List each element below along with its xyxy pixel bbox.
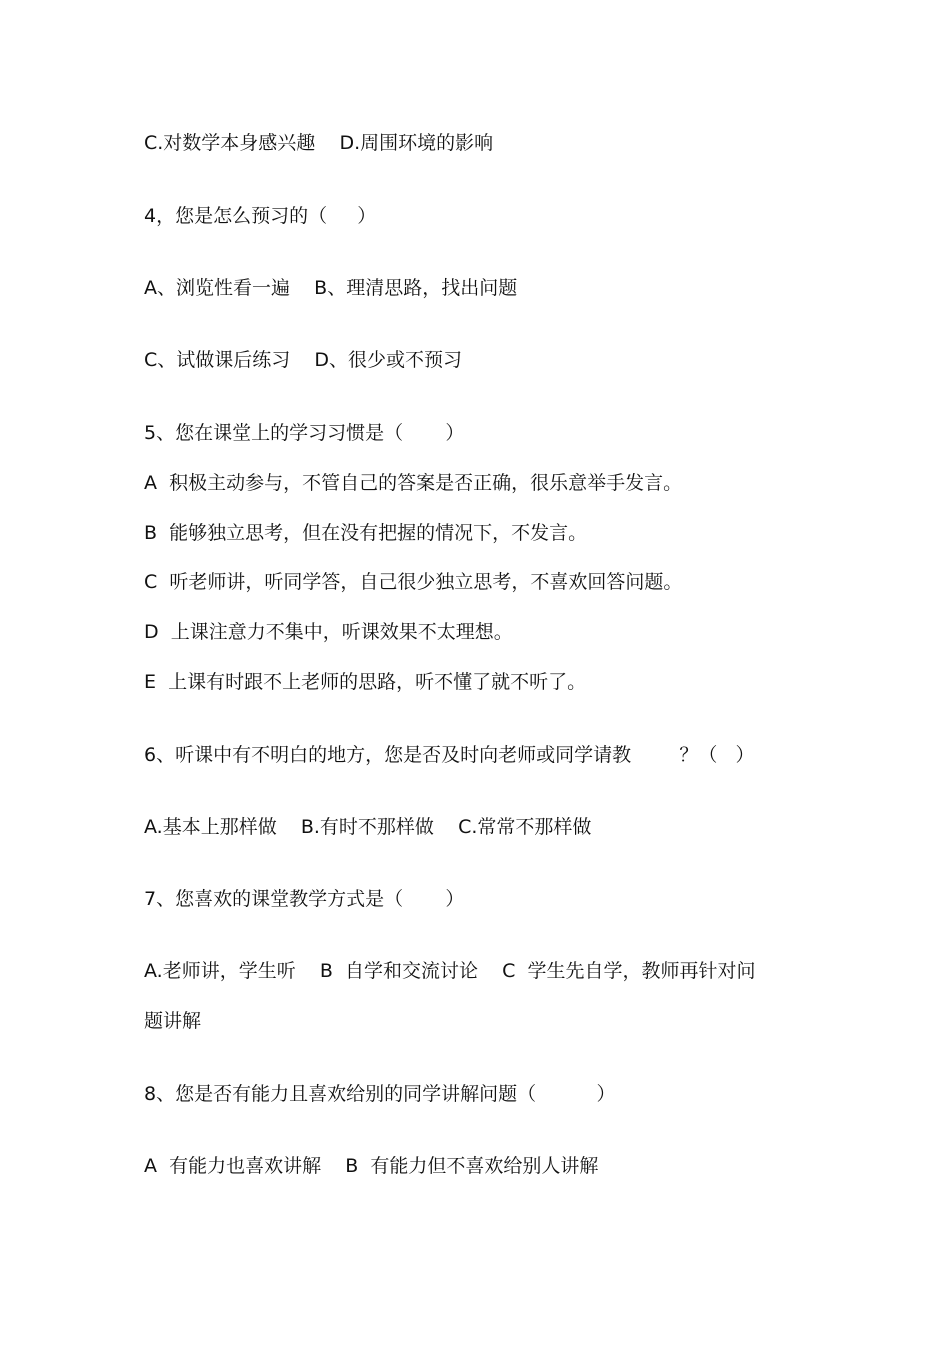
q7-options: A.老师讲，学生听 B 自学和交流讨论 C 学生先自学，教师再针对问: [144, 960, 756, 982]
q5-option-c: C 听老师讲，听同学答，自己很少独立思考，不喜欢回答问题。: [144, 571, 683, 593]
q5-question: 5、您在课堂上的学习习惯是（ ）: [144, 422, 465, 444]
q4-options-cd: C、试做课后练习 D、很少或不预习: [144, 349, 463, 371]
q8-question: 8、您是否有能力且喜欢给别的同学讲解问题（ ）: [144, 1083, 616, 1105]
q3-options-cd: C.对数学本身感兴趣 D.周围环境的影响: [144, 132, 494, 154]
q6-question: 6、听课中有不明白的地方，您是否及时向老师或同学请教 ？（ ）: [144, 744, 755, 766]
q4-question: 4，您是怎么预习的（ ）: [144, 205, 377, 227]
q7-options-continued: 题讲解: [144, 1010, 202, 1032]
q5-option-e: E 上课有时跟不上老师的思路，听不懂了就不听了。: [144, 671, 587, 693]
q8-options: A 有能力也喜欢讲解 B 有能力但不喜欢给别人讲解: [144, 1155, 599, 1177]
q5-option-b: B 能够独立思考，但在没有把握的情况下，不发言。: [144, 522, 588, 544]
q5-option-d: D 上课注意力不集中，听课效果不太理想。: [144, 621, 513, 643]
q6-options: A.基本上那样做 B.有时不那样做 C.常常不那样做: [144, 816, 592, 838]
q4-options-ab: A、浏览性看一遍 B、理清思路，找出问题: [144, 277, 518, 299]
q5-option-a: A 积极主动参与，不管自己的答案是否正确，很乐意举手发言。: [144, 472, 683, 494]
q7-question: 7、您喜欢的课堂教学方式是（ ）: [144, 888, 465, 910]
